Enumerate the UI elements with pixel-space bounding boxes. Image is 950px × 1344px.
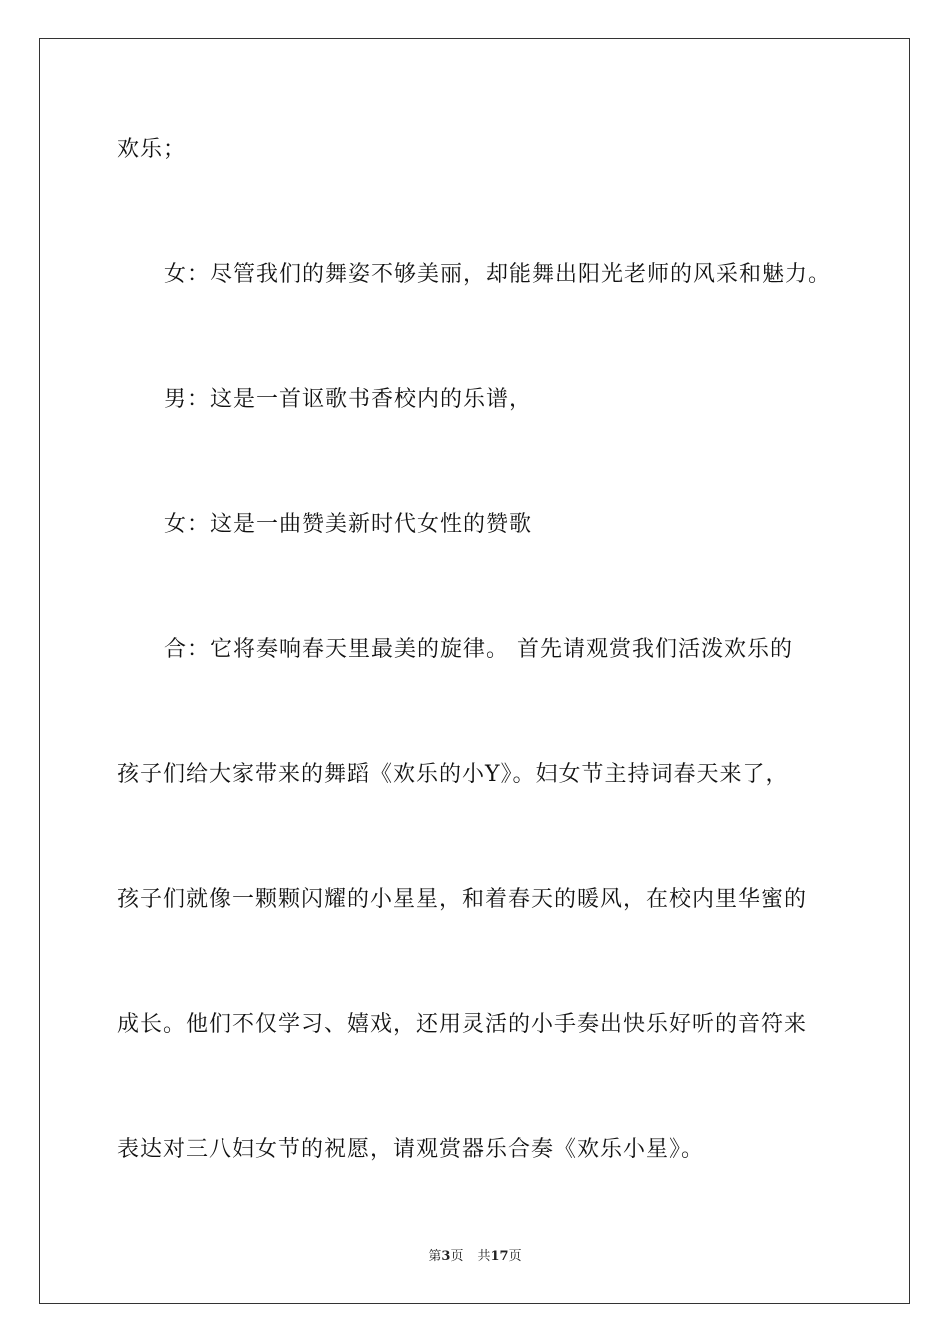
- page-suffix: 页: [450, 1249, 464, 1264]
- page-border: [39, 38, 910, 1304]
- page-footer: [0, 1248, 950, 1266]
- text-line: 孩子们给大家带来的舞蹈《欢乐的小Y》。妇女节主持词春天来了，: [117, 762, 789, 787]
- text-line: 欢乐；: [117, 137, 187, 162]
- text-line: 表达对三八妇女节的祝愿，请观赏器乐合奏《欢乐小星》。: [117, 1137, 705, 1162]
- text-line: 男：这是一首讴歌书香校内的乐谱，: [164, 387, 533, 412]
- total-pages: 17: [490, 1249, 509, 1264]
- text-line: 女：尽管我们的舞姿不够美丽，却能舞出阳光老师的风采和魅力。: [164, 262, 832, 287]
- text-line: 女：这是一曲赞美新时代女性的赞歌: [164, 512, 533, 537]
- total-prefix: 共: [477, 1249, 491, 1264]
- total-suffix: 页: [508, 1249, 522, 1264]
- page-number: 3: [441, 1249, 451, 1264]
- text-line: 成长。他们不仅学习、嬉戏，还用灵活的小手奏出快乐好听的音符来: [117, 1012, 808, 1037]
- text-line: 合：它将奏响春天里最美的旋律。 首先请观赏我们活泼欢乐的: [164, 637, 793, 662]
- page-prefix: 第: [428, 1249, 442, 1264]
- text-line: 孩子们就像一颗颗闪耀的小星星，和着春天的暖风，在校内里华蜜的: [117, 887, 808, 912]
